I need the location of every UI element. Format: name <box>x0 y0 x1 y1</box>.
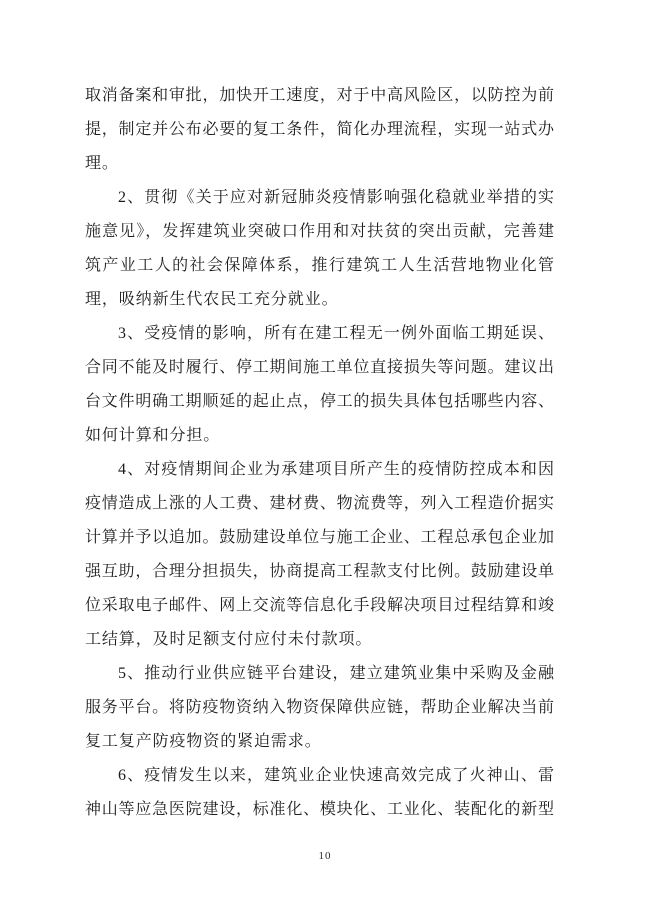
text-line: 工结算，及时足额支付应付未付款项。 <box>85 631 373 648</box>
text-line: 筑产业工人的社会保障体系，推行建筑工人生活营地物业化管 <box>85 257 554 274</box>
text-line: 2、贯彻《关于应对新冠肺炎疫情影响强化稳就业举措的实 <box>118 189 554 206</box>
text-line: 合同不能及时履行、停工期间施工单位直接损失等问题。建议出 <box>85 359 554 376</box>
text-line: 施意见》，发挥建筑业突破口作用和对扶贫的突出贡献，完善建 <box>85 223 554 240</box>
text-line: 提，制定并公布必要的复工条件，简化办理流程，实现一站式办 <box>85 121 554 138</box>
paragraph <box>85 79 554 181</box>
text-line: 强互助，合理分担损失，协商提高工程款支付比例。鼓励建设单 <box>85 563 554 580</box>
text-line: 复工复产防疫物资的紧迫需求。 <box>85 733 322 750</box>
paragraph <box>85 453 554 657</box>
paragraph <box>85 759 554 827</box>
text-line: 如何计算和分担。 <box>85 427 221 444</box>
text-line: 理，吸纳新生代农民工充分就业。 <box>85 291 339 308</box>
page-number: 10 <box>318 850 332 862</box>
text-line: 台文件明确工期顺延的起止点，停工的损失具体包括哪些内容、 <box>85 393 554 410</box>
text-line: 5、推动行业供应链平台建设，建立建筑业集中采购及金融 <box>118 665 554 682</box>
text-line: 位采取电子邮件、网上交流等信息化手段解决项目过程结算和竣 <box>85 597 554 614</box>
text-line: 理。 <box>85 155 119 172</box>
paragraph <box>85 317 554 453</box>
text-line: 取消备案和审批，加快开工速度，对于中高风险区，以防控为前 <box>85 87 554 104</box>
text-line: 神山等应急医院建设，标准化、模块化、工业化、装配化的新型 <box>85 801 554 818</box>
document-body <box>85 79 554 827</box>
text-line: 3、受疫情的影响，所有在建工程无一例外面临工期延误、 <box>118 325 554 342</box>
paragraph <box>85 657 554 759</box>
text-line: 疫情造成上涨的人工费、建材费、物流费等，列入工程造价据实 <box>85 495 554 512</box>
text-line: 4、对疫情期间企业为承建项目所产生的疫情防控成本和因 <box>118 461 554 478</box>
text-line: 服务平台。将防疫物资纳入物资保障供应链，帮助企业解决当前 <box>85 699 554 716</box>
paragraph <box>85 181 554 317</box>
text-line: 6、疫情发生以来，建筑业企业快速高效完成了火神山、雷 <box>118 767 554 784</box>
text-line: 计算并予以追加。鼓励建设单位与施工企业、工程总承包企业加 <box>85 529 554 546</box>
